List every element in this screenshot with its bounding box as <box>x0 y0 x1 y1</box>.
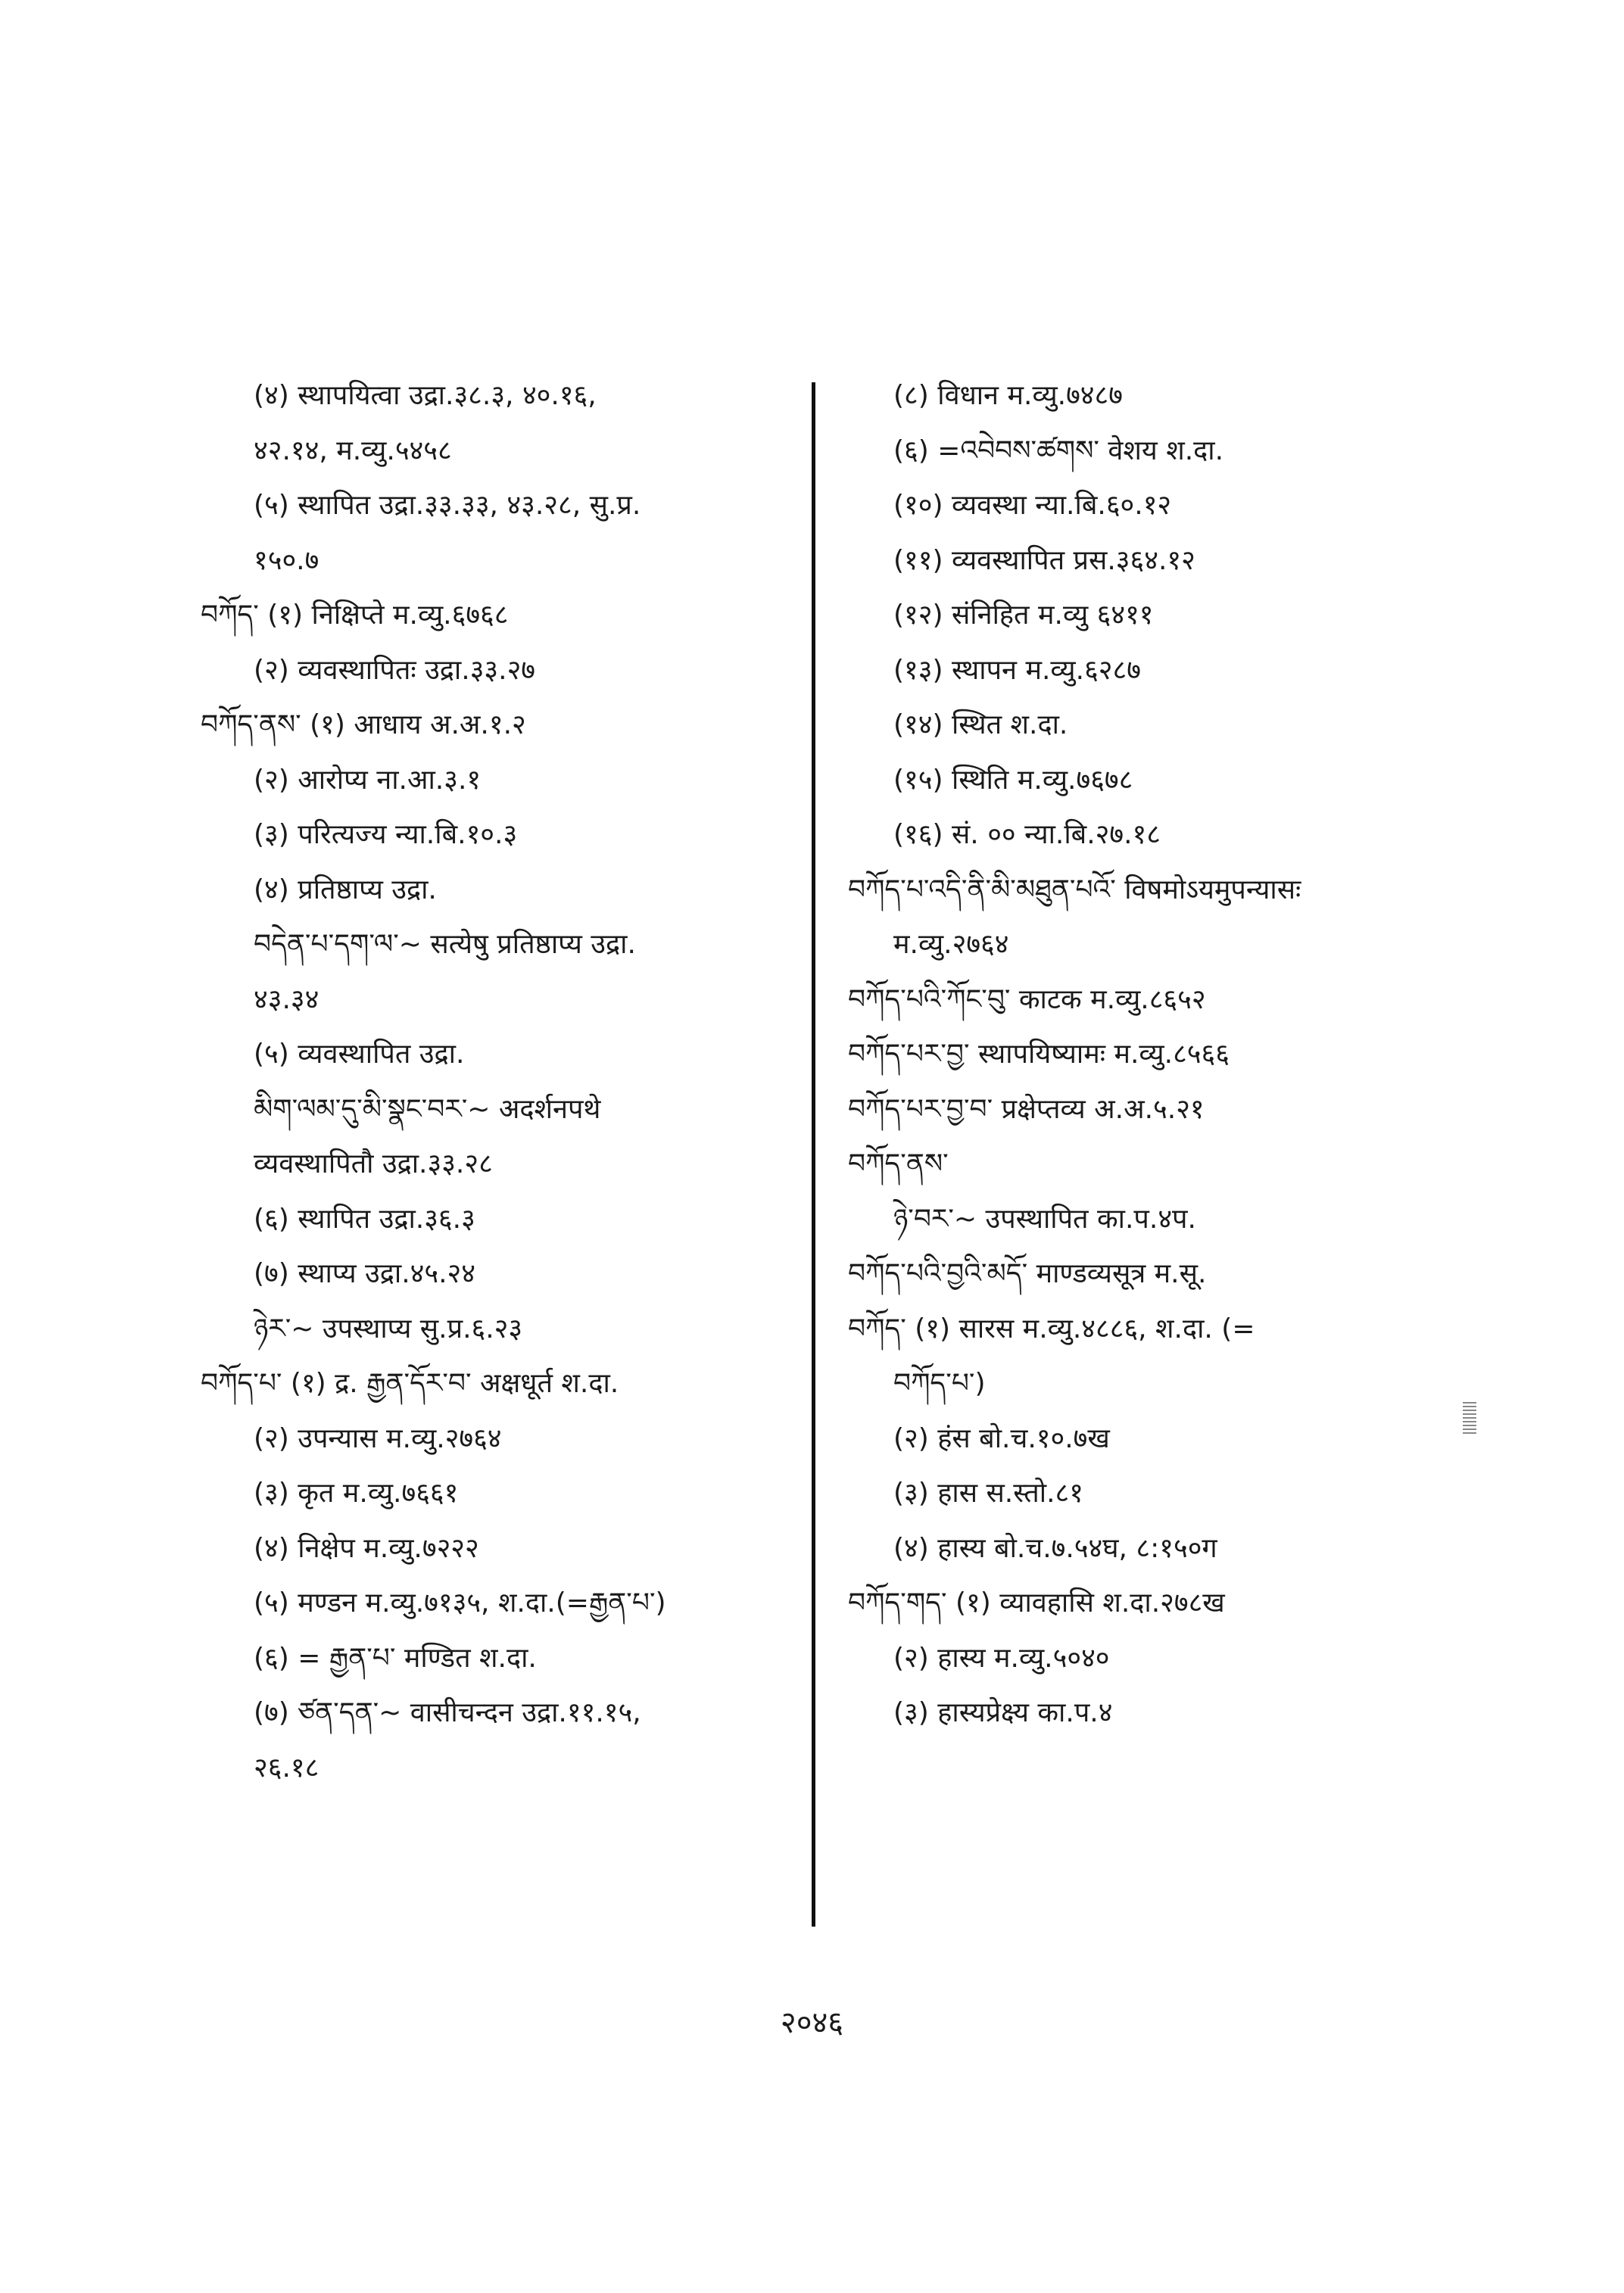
dictionary-entry-line: (१४) स्थित श.दा. <box>893 709 1068 740</box>
dictionary-headword-line: བཀོད་པའི་ཀོང་བུ་ काटक म.व्यु.८६५२ <box>848 983 1206 1015</box>
dictionary-entry-line: (१०) व्यवस्था न्या.बि.६०.१२ <box>893 490 1172 521</box>
dictionary-entry-line: ཉེར་~ उपस्थाप्य सु.प्र.६.२३ <box>254 1313 523 1344</box>
dictionary-headword-line: བཀོད་ (१) सारस म.व्यु.४८८६, श.दा. (= <box>848 1313 1255 1344</box>
dictionary-entry-line: (३) कृत म.व्यु.७६६१ <box>254 1478 459 1509</box>
dictionary-entry-line: (३) परित्यज्य न्या.बि.१०.३ <box>254 819 518 850</box>
dictionary-headword-line: བཀོད་པ་ (१) द्र. རྒྱན་དོར་བ་ अक्षधूर्त श.दा. <box>201 1368 619 1399</box>
dictionary-entry-line: (११) व्यवस्थापित प्रस.३६४.१२ <box>893 544 1195 576</box>
dictionary-entry-line: ४२.१४, म.व्यु.५४५८ <box>254 435 452 466</box>
dictionary-headword-line: བཀོད་པར་བྱ་བ་ प्रक्षेप्तव्य अ.अ.५.२१ <box>848 1093 1205 1125</box>
scan-artifact <box>1463 1402 1476 1436</box>
dictionary-entry-line: व्यवस्थापितौ उद्रा.३३.२८ <box>254 1148 493 1179</box>
dictionary-entry-line: བདེན་པ་དག་ལ་~ सत्येषु प्रतिष्ठाप्य उद्रा. <box>254 929 636 960</box>
dictionary-entry-line: (४) हास्य बो.च.७.५४घ, ८:१५०ग <box>893 1532 1217 1564</box>
dictionary-entry-line: ४३.३४ <box>254 983 320 1015</box>
dictionary-entry-line: (७) स्थाप्य उद्रा.४५.२४ <box>254 1258 475 1289</box>
dictionary-headword-line: བཀོད་གད་ (१) व्यावहासि श.दा.२७८ख <box>848 1587 1225 1618</box>
dictionary-entry-line: (६) =འབེབས་ཚགས་ वेशय श.दा. <box>893 435 1224 466</box>
column-divider <box>812 382 815 1927</box>
dictionary-headword-line: བཀོད་ནས་ (१) आधाय अ.अ.१.२ <box>201 709 526 740</box>
dictionary-entry-line: (३) हास स.स्तो.८१ <box>893 1478 1083 1509</box>
dictionary-headword-line: བཀོད་ནས་ <box>848 1148 949 1179</box>
dictionary-entry-line: བཀོད་པ་) <box>893 1368 986 1399</box>
left-column <box>201 382 806 1809</box>
dictionary-entry-line: म.व्यु.२७६४ <box>893 929 1009 960</box>
page-number: २०४६ <box>780 2005 844 2040</box>
dictionary-entry-line: ཉེ་བར་~ उपस्थापित का.प.४प. <box>893 1203 1196 1235</box>
dictionary-headword-line: བཀོད་ (१) निक्षिप्ते म.व्यु.६७६८ <box>201 600 509 631</box>
right-column <box>848 382 1476 1755</box>
dictionary-entry-line: १५०.७ <box>254 544 320 576</box>
dictionary-entry-line: २६.१८ <box>254 1752 320 1784</box>
dictionary-entry-line: (७) ཙན་དན་~ वासीचन्दन उद्रा.११.१५, <box>254 1697 641 1728</box>
dictionary-entry-line: (३) हास्यप्रेक्ष्य का.प.४ <box>893 1697 1113 1728</box>
dictionary-entry-line: (८) विधान म.व्यु.७४८७ <box>893 380 1123 411</box>
dictionary-headword-line: བཀོད་པར་བྱ་ स्थापयिष्यामः म.व्यु.८५६६ <box>848 1039 1230 1070</box>
dictionary-entry-line: (१६) सं. ०० न्या.बि.२७.१८ <box>893 819 1161 850</box>
dictionary-entry-line: (४) प्रतिष्ठाप्य उद्रा. <box>254 874 437 905</box>
dictionary-entry-line: (६) स्थापित उद्रा.३६.३ <box>254 1203 475 1235</box>
dictionary-entry-line: (४) निक्षेप म.व्यु.७२२२ <box>254 1532 479 1564</box>
dictionary-entry-line: (१३) स्थापन म.व्यु.६२८७ <box>893 654 1141 686</box>
dictionary-entry-line: (१५) स्थिति म.व्यु.७६७८ <box>893 764 1133 796</box>
dictionary-entry-line: (१२) संनिहित म.व्यु ६४११ <box>893 600 1154 631</box>
dictionary-entry-line: (२) उपन्यास म.व्यु.२७६४ <box>254 1422 502 1454</box>
dictionary-entry-line: (५) व्यवस्थापित उद्रा. <box>254 1039 465 1070</box>
dictionary-entry-line: (६) = རྒྱན་པ་ मण्डित श.दा. <box>254 1642 537 1674</box>
dictionary-entry-line: (५) स्थापित उद्रा.३३.३३, ४३.२८, सु.प्र. <box>254 490 641 521</box>
dictionary-entry-line: (५) मण्डन म.व्यु.७१३५, श.दा.(=རྒྱན་པ་) <box>254 1587 666 1618</box>
dictionary-entry-line: (४) स्थापयित्वा उद्रा.३८.३, ४०.१६, <box>254 380 597 411</box>
dictionary-entry-line: (२) हास्य म.व्यु.५०४० <box>893 1642 1110 1674</box>
dictionary-entry-line: (२) हंस बो.च.१०.७ख <box>893 1422 1110 1454</box>
dictionary-headword-line: བཀོད་པའི་བྱའི་མདོ་ माण्डव्यसूत्र म.सू. <box>848 1258 1207 1289</box>
dictionary-entry-line: (२) व्यवस्थापितः उद्रा.३३.२७ <box>254 654 536 686</box>
dictionary-entry-line: (२) आरोप्य ना.आ.३.१ <box>254 764 482 796</box>
dictionary-entry-line: མིག་ལམ་དུ་མི་སྣང་བར་~ अदर्शनपथे <box>254 1093 601 1125</box>
dictionary-headword-line: བཀོད་པ་འདི་ནི་མི་མཐུན་པའོ་ विषमोऽयमुपन्यासः <box>848 874 1301 905</box>
